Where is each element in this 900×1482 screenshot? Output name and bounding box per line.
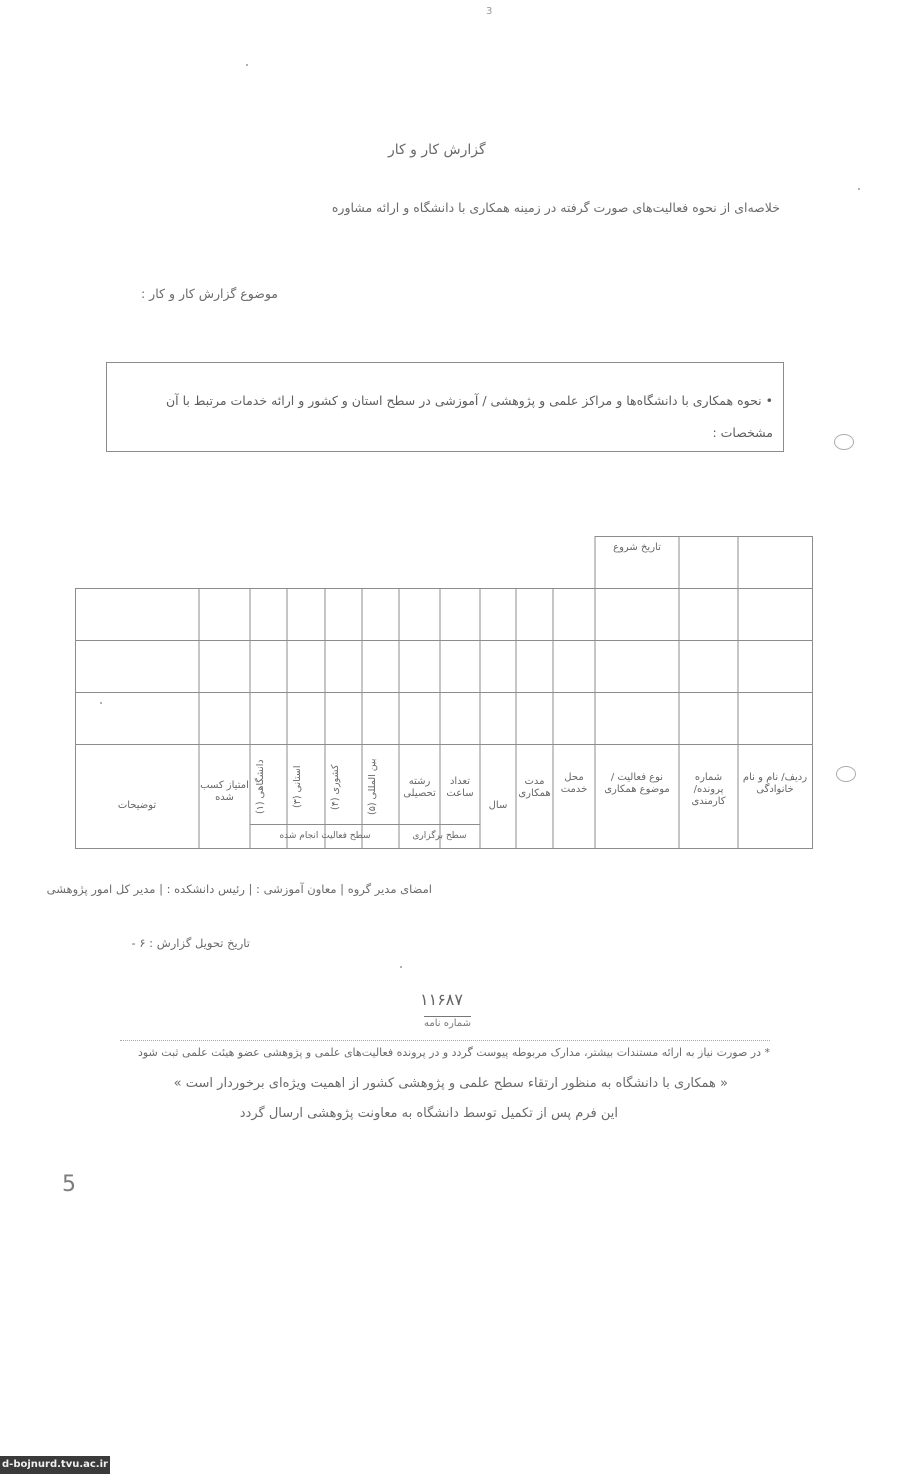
col-header-workplace: محل خدمت [560, 772, 588, 795]
divider [120, 1040, 770, 1041]
margin-circle-mark [834, 434, 854, 450]
col-header-national: کشوری (۴) [330, 764, 341, 810]
scan-speck [400, 966, 402, 968]
scan-speck [858, 188, 860, 190]
margin-circle-mark [836, 766, 856, 782]
activity-table [75, 536, 813, 850]
page-number: 3 [486, 6, 493, 17]
col-header-university: دانشگاهی (۱) [255, 759, 266, 815]
page-title: گزارش کار و کار [388, 142, 486, 158]
description-label: مشخصات : [712, 425, 773, 440]
scan-speck [100, 702, 102, 704]
delivery-date: تاریخ تحویل گزارش : ۶ - [131, 936, 250, 950]
handwritten-mark: 5 [62, 1172, 76, 1197]
description-box [106, 362, 784, 452]
header-start-date: تاریخ شروع [613, 542, 661, 553]
col-header-international: بین المللی (۵) [367, 758, 378, 816]
group-header-holding: سطح برگزاری [412, 831, 467, 841]
quote-line: « همکاری با دانشگاه به منظور ارتقاء سطح علمی و پژوهشی کشور از اهمیت ویژه‌ای برخوردار است » [173, 1076, 728, 1091]
scan-speck [246, 64, 248, 66]
subject-line: موضوع گزارش کار و کار : [140, 286, 278, 301]
col-header-name: ردیف/ نام و نام خانوادگی [742, 772, 808, 795]
col-header-field: رشته تحصیلی [403, 776, 436, 799]
site-badge[interactable]: d-bojnurd.tvu.ac.ir [0, 1456, 110, 1474]
letter-number-label: شماره نامه [424, 1018, 472, 1029]
col-header-activity: نوع فعالیت / موضوع همکاری [604, 772, 670, 795]
col-header-provincial: استانی (۳) [292, 765, 303, 809]
group-header-level: سطح فعالیت انجام شده [279, 831, 371, 841]
col-header-hours: تعداد ساعت [446, 776, 474, 799]
col-header-score: امتیاز کسب شده [200, 780, 249, 803]
col-header-duration: مدت همکاری [518, 776, 551, 799]
description-text: • نحوه همکاری با دانشگاه‌ها و مراکز علمی و پژوهشی / آموزشی در سطح استان و کشور و ارائه خدمات مرتبط با آن [165, 393, 773, 408]
letter-number: ۱۱۶۸۷ [420, 990, 463, 1009]
col-header-file-number: شماره پرونده/ کارمندی [691, 772, 726, 807]
signature-line: امضای مدیر گروه | معاون آموزشی : | رئیس دانشکده : | مدیر کل امور پژوهشی [46, 882, 432, 896]
footnote: * در صورت نیاز به ارائه مستندات بیشتر، مدارک مربوطه پیوست گردد و در پرونده فعالیت‌های علمی و پژوهشی عضو هیئت علمی ثبت شود [137, 1046, 770, 1059]
col-header-notes: توضیحات [117, 800, 157, 811]
intro-line: خلاصه‌ای از نحوه فعالیت‌های صورت گرفته در زمینه همکاری با دانشگاه و ارائه مشاوره [331, 200, 780, 215]
closing-line: این فرم پس از تکمیل توسط دانشگاه به معاونت پژوهشی ارسال گردد [239, 1106, 618, 1121]
col-header-year: سال [488, 800, 508, 811]
